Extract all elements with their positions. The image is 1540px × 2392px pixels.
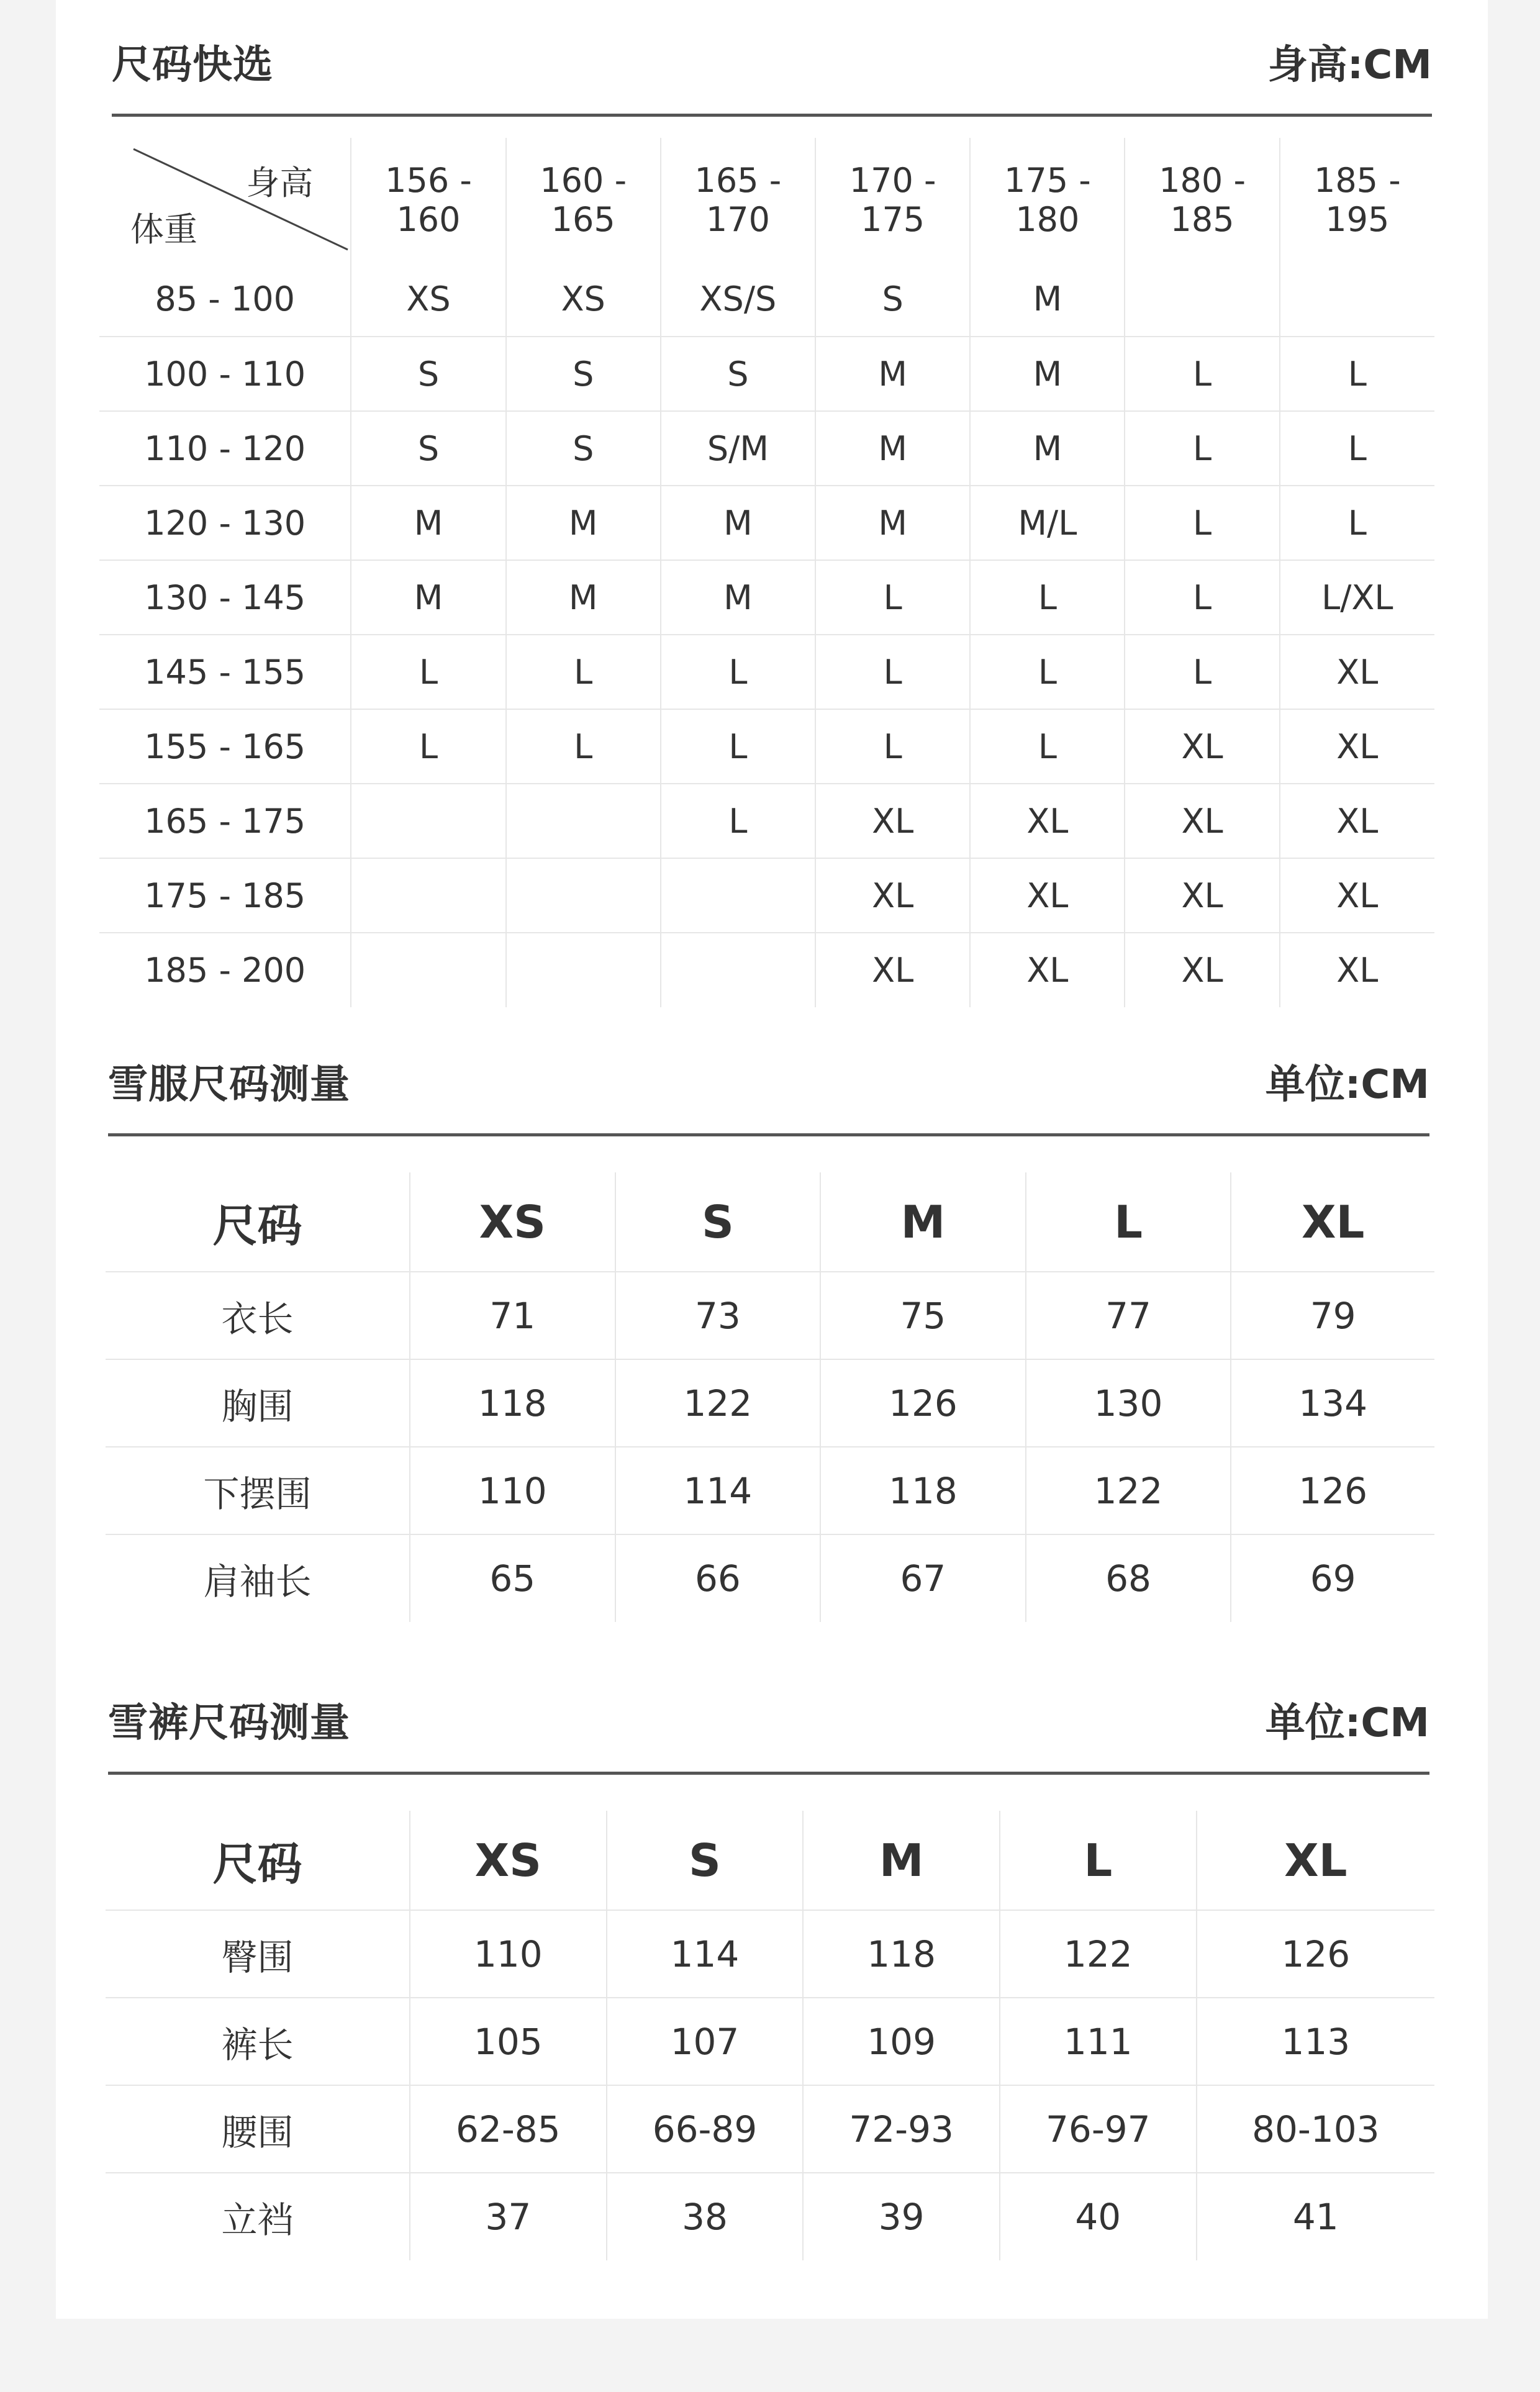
size-cell: L	[661, 635, 815, 709]
size-cell: L	[970, 709, 1125, 784]
measurement-value: 68	[1026, 1534, 1231, 1622]
size-cell: S	[661, 337, 815, 411]
measurement-value: 111	[1000, 1998, 1197, 2085]
size-cell	[506, 933, 661, 1007]
table-row	[99, 262, 1434, 337]
measurement-label: 裤长	[106, 1998, 410, 2085]
height-range-header: 185 - 195	[1313, 161, 1401, 239]
height-range-header: 180 - 185	[1125, 138, 1279, 262]
measurement-value: 122	[615, 1359, 821, 1447]
measurement-value: 72-93	[803, 2085, 1000, 2173]
size-cell	[351, 858, 505, 933]
measurement-value: 118	[803, 1910, 1000, 1998]
measurement-label: 立裆	[106, 2173, 410, 2260]
size-cell: XL	[1125, 858, 1279, 933]
size-cell: M	[815, 486, 970, 560]
measurement-value: 114	[607, 1910, 804, 1998]
measurement-value: 113	[1197, 1998, 1434, 2085]
measurement-value: 69	[1310, 1557, 1356, 1600]
size-cell: S	[351, 337, 505, 411]
measurement-label: 胸围	[106, 1359, 410, 1447]
size-cell: L	[506, 635, 661, 709]
table-header-row	[106, 1811, 1434, 1910]
height-range-header: 165 - 170	[661, 138, 815, 262]
size-cell	[661, 858, 815, 933]
table-row	[99, 933, 1434, 1007]
size-cell: M	[970, 262, 1125, 337]
size-cell: XL	[1280, 635, 1434, 709]
table-header-row	[106, 1172, 1434, 1272]
size-cell: L	[815, 635, 970, 709]
size-header: L	[1000, 1811, 1197, 1910]
size-cell: M	[661, 486, 815, 560]
table-row	[99, 337, 1434, 411]
weight-axis-label: 体重	[130, 210, 197, 249]
jacket-size-table	[106, 1172, 1434, 1622]
size-cell: XL	[815, 933, 970, 1007]
size-cell	[1280, 262, 1434, 337]
size-cell: M	[970, 411, 1125, 486]
quick-select-header	[112, 30, 1432, 117]
size-cell: XS	[506, 262, 661, 337]
size-cell: XL	[1280, 784, 1434, 858]
size-cell: S/M	[661, 411, 815, 486]
size-cell: XS	[351, 262, 505, 337]
weight-range-cell: 85 - 100	[99, 262, 351, 337]
size-cell	[1125, 262, 1279, 337]
measurement-label: 肩袖长	[106, 1534, 410, 1622]
size-cell: S	[506, 411, 661, 486]
size-cell: M	[506, 486, 661, 560]
measurement-value: 73	[615, 1272, 821, 1359]
table-row	[99, 784, 1434, 858]
section-unit: 单位:CM	[1265, 1700, 1429, 1746]
measurement-label: 下摆围	[106, 1447, 410, 1534]
table-row	[106, 1447, 1434, 1534]
size-cell: M	[970, 337, 1125, 411]
size-cell: XL	[1280, 709, 1434, 784]
height-range-header: 170 - 175	[815, 138, 970, 262]
section-title: 尺码快选	[112, 42, 273, 88]
measurement-label: 臀围	[106, 1910, 410, 1998]
size-cell: XL	[1125, 933, 1279, 1007]
size-cell: M	[661, 560, 815, 635]
section-title: 雪服尺码测量	[108, 1062, 350, 1108]
size-column-header: 尺码	[106, 1811, 410, 1910]
weight-range-cell: 120 - 130	[99, 486, 351, 560]
pants-size-table	[106, 1811, 1434, 2260]
measurement-value: 67	[820, 1534, 1026, 1622]
size-cell: M	[506, 560, 661, 635]
size-cell: L	[506, 709, 661, 784]
measurement-value: 110	[410, 1910, 607, 1998]
size-cell: L	[1125, 411, 1279, 486]
weight-range-cell: 130 - 145	[99, 560, 351, 635]
measurement-value: 130	[1026, 1359, 1231, 1447]
table-row	[106, 1910, 1434, 1998]
size-header: S	[607, 1811, 804, 1910]
size-cell: L	[1280, 337, 1434, 411]
size-cell: M	[351, 560, 505, 635]
measurement-value: 65	[410, 1534, 615, 1622]
measurement-value: 41	[1292, 2196, 1339, 2238]
size-header: XL	[1197, 1811, 1434, 1910]
height-axis-label: 身高	[246, 163, 314, 202]
measurement-value: 126	[1231, 1447, 1434, 1534]
section-title: 雪裤尺码测量	[108, 1700, 350, 1746]
measurement-value: 110	[410, 1447, 615, 1534]
measurement-value: 62-85	[410, 2085, 607, 2173]
size-column-header: 尺码	[106, 1172, 410, 1272]
measurement-value: 114	[615, 1447, 821, 1534]
size-cell: L	[1125, 635, 1279, 709]
corner-cell	[99, 138, 351, 262]
measurement-value: 126	[820, 1359, 1026, 1447]
size-cell: M/L	[970, 486, 1125, 560]
size-header: XS	[410, 1172, 615, 1272]
size-cell: XL	[970, 858, 1125, 933]
table-row	[106, 1998, 1434, 2085]
size-cell	[506, 858, 661, 933]
table-row	[99, 560, 1434, 635]
size-cell: L/XL	[1280, 560, 1434, 635]
height-range-header: 156 - 160	[351, 138, 505, 262]
size-cell: XL	[1280, 858, 1434, 933]
size-header: S	[615, 1172, 821, 1272]
measurement-value: 38	[607, 2173, 804, 2260]
measurement-value: 126	[1197, 1910, 1434, 1998]
measurement-value: 105	[410, 1998, 607, 2085]
weight-range-cell: 185 - 200	[99, 933, 351, 1007]
weight-range-cell: 165 - 175	[99, 784, 351, 858]
size-cell: L	[1280, 486, 1434, 560]
table-row	[106, 1272, 1434, 1359]
measurement-value: 75	[820, 1272, 1026, 1359]
size-cell: L	[970, 635, 1125, 709]
table-row	[99, 709, 1434, 784]
measurement-value: 76-97	[1000, 2085, 1197, 2173]
size-cell: S	[351, 411, 505, 486]
table-row	[106, 2085, 1434, 2173]
table-header-row	[99, 138, 1434, 262]
weight-range-cell: 155 - 165	[99, 709, 351, 784]
measurement-value: 122	[1000, 1910, 1197, 1998]
size-cell	[351, 784, 505, 858]
table-row	[99, 486, 1434, 560]
size-cell: XL	[970, 784, 1125, 858]
size-header: XS	[410, 1811, 607, 1910]
table-row	[106, 2173, 1434, 2260]
height-range-header: 160 - 165	[506, 138, 661, 262]
size-header: XL	[1231, 1172, 1434, 1272]
table-row	[99, 858, 1434, 933]
size-cell: L	[1280, 411, 1434, 486]
measurement-label: 腰围	[106, 2085, 410, 2173]
measurement-value: 109	[803, 1998, 1000, 2085]
size-cell: XL	[1336, 951, 1379, 990]
measurement-value: 134	[1231, 1359, 1434, 1447]
measurement-label: 衣长	[106, 1272, 410, 1359]
size-cell: M	[351, 486, 505, 560]
measurement-value: 122	[1026, 1447, 1231, 1534]
quick-select-table	[99, 138, 1434, 1007]
table-row	[106, 1359, 1434, 1447]
size-cell: L	[351, 635, 505, 709]
size-header: M	[803, 1811, 1000, 1910]
table-row	[106, 1534, 1434, 1622]
size-cell: M	[815, 411, 970, 486]
size-cell	[351, 933, 505, 1007]
size-cell	[661, 933, 815, 1007]
weight-range-cell: 110 - 120	[99, 411, 351, 486]
size-cell: L	[351, 709, 505, 784]
size-cell: S	[815, 262, 970, 337]
size-cell: L	[661, 784, 815, 858]
size-cell: XL	[1125, 709, 1279, 784]
size-header: M	[820, 1172, 1026, 1272]
size-header: L	[1026, 1172, 1231, 1272]
size-cell: XL	[815, 784, 970, 858]
measurement-value: 118	[820, 1447, 1026, 1534]
measurement-value: 40	[1000, 2173, 1197, 2260]
size-cell: XL	[815, 858, 970, 933]
pants-header	[108, 1688, 1429, 1775]
weight-range-cell: 100 - 110	[99, 337, 351, 411]
height-range-header: 175 - 180	[970, 138, 1125, 262]
measurement-value: 39	[803, 2173, 1000, 2260]
table-row	[99, 635, 1434, 709]
weight-range-cell: 145 - 155	[99, 635, 351, 709]
size-cell: L	[661, 709, 815, 784]
measurement-value: 107	[607, 1998, 804, 2085]
jacket-header	[108, 1049, 1429, 1136]
size-cell: L	[1125, 560, 1279, 635]
measurement-value: 71	[410, 1272, 615, 1359]
size-cell: S	[506, 337, 661, 411]
measurement-value: 77	[1026, 1272, 1231, 1359]
size-cell: XL	[1125, 784, 1279, 858]
measurement-value: 66	[615, 1534, 821, 1622]
size-cell: XS/S	[661, 262, 815, 337]
size-cell: L	[815, 560, 970, 635]
measurement-value: 80-103	[1197, 2085, 1434, 2173]
size-cell: XL	[970, 933, 1125, 1007]
measurement-value: 66-89	[607, 2085, 804, 2173]
table-row	[99, 411, 1434, 486]
section-unit: 单位:CM	[1265, 1062, 1429, 1108]
measurement-value: 79	[1231, 1272, 1434, 1359]
size-chart-card	[56, 0, 1488, 2319]
measurement-value: 37	[410, 2173, 607, 2260]
size-cell: M	[815, 337, 970, 411]
size-cell: L	[1125, 486, 1279, 560]
size-cell: L	[815, 709, 970, 784]
size-cell	[506, 784, 661, 858]
measurement-value: 118	[410, 1359, 615, 1447]
size-cell: L	[970, 560, 1125, 635]
section-unit: 身高:CM	[1267, 42, 1432, 88]
size-cell: L	[1125, 337, 1279, 411]
weight-range-cell: 175 - 185	[99, 858, 351, 933]
